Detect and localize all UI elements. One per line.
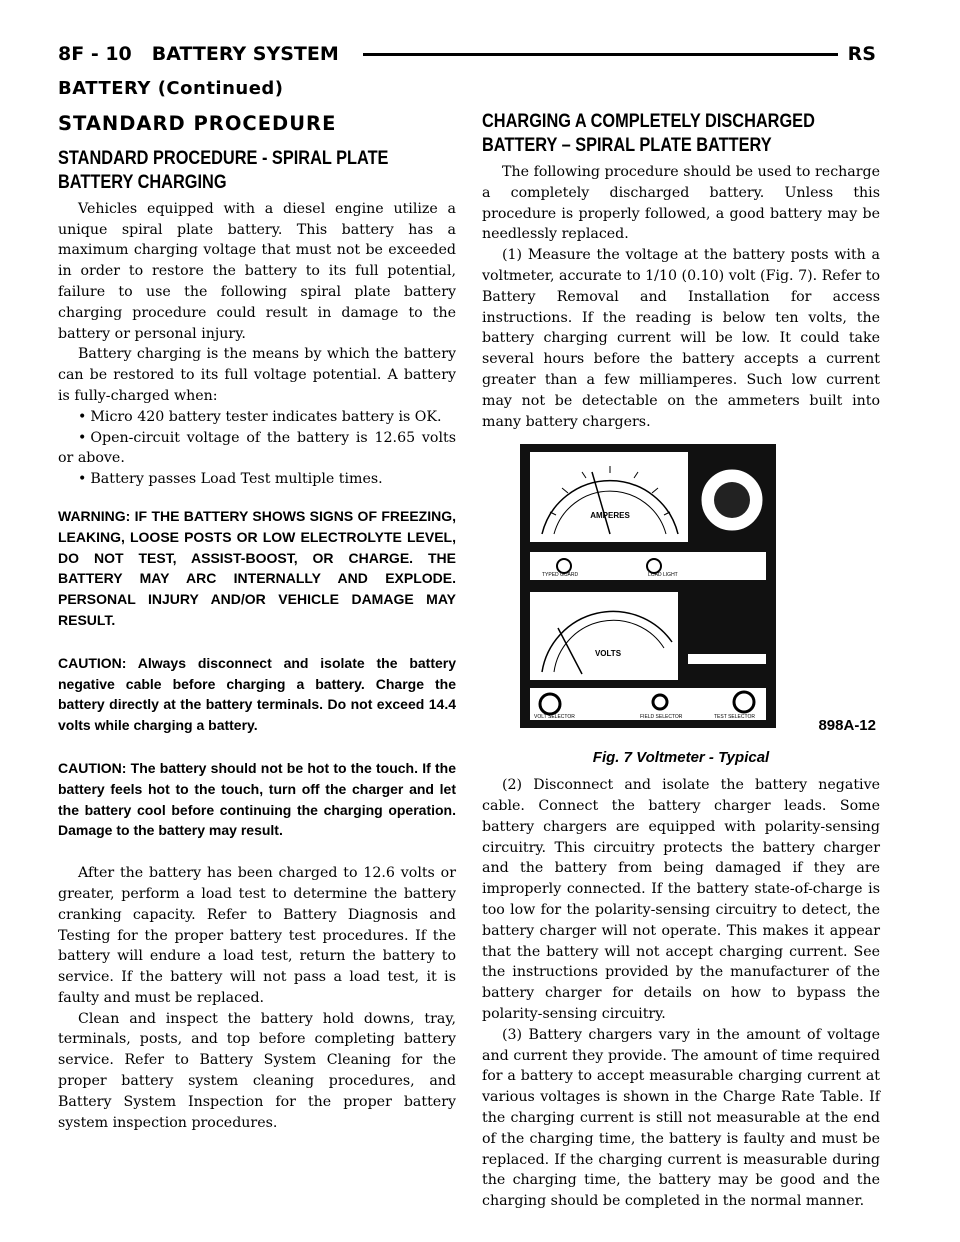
section-number: 8F - 10: [58, 43, 132, 65]
left-column: [58, 108, 456, 1133]
page-header: [58, 40, 876, 68]
bullet-item: • Micro 420 battery tester indicates battery is OK.: [78, 407, 456, 428]
voltmeter-face: [530, 592, 678, 680]
caution-notice: CAUTION: Always disconnect and isolate the battery negative cable before charging a battery. Charge the battery directly at the battery terminals. Do not exceed 14.4 volts while charging a battery.: [58, 654, 456, 734]
load-label: TYPED GUARD: [542, 572, 579, 579]
caution-notice: CAUTION: The battery should not be hot to the touch. If the battery feels hot to the touch, turn off the charger and let the battery cool before continuing the charging operation. Damage to the battery may result.: [58, 759, 456, 839]
paragraph: Clean and inspect the battery hold downs, tray, terminals, posts, and top before completing battery service. Refer to Battery System Cleaning for the proper battery system cleaning procedures, and Battery System Inspection for the proper battery system inspection procedures.: [58, 1010, 456, 1131]
standard-procedure-heading: STANDARD PROCEDURE: [58, 112, 337, 135]
paragraph: (2) Disconnect and isolate the battery negative cable. Connect the battery charger leads. Some battery chargers are equipped with polarity-sensing circuitry. This circuitry protects the battery charger and the battery from being damaged if they are improperly connected. If the battery state-of-charge is too low for the polarity-sensing circuitry to detect, the battery charger will not operate. This makes it appear that the battery will not accept charging current. See the instructions provided by the manufacturer of the battery charger for details on how to bypass the polarity-sensing circuitry.: [482, 777, 880, 1022]
right-column: [482, 110, 880, 1212]
bullet-item: • Open-circuit voltage of the battery is 12.65 volts or above.: [58, 428, 456, 470]
bullet-item: • Battery passes Load Test multiple times.: [78, 469, 456, 490]
volt-selector-label: VOLT SELECTOR: [534, 714, 575, 721]
paragraph: Battery charging is the means by which the battery can be restored to its full voltage potential. A battery is fully-charged when:: [58, 346, 456, 404]
section-title: BATTERY SYSTEM: [151, 43, 339, 65]
control-knob: [714, 482, 750, 518]
figure-id: 898A-12: [818, 716, 876, 734]
paragraph: (1) Measure the voltage at the battery posts with a voltmeter, accurate to 1/10 (0.10) volt (Fig. 7). Refer to Battery Removal and Installation for access instructions. If the reading is below ten volts, the battery charging current will be low. It could take several hours before the battery accepts a current greater than a few milliamperes. Such low current may not be detectable on the ammeters built into many battery chargers.: [482, 247, 880, 430]
indicator-strip: [688, 654, 766, 664]
paragraph: The following procedure should be used to recharge a completely discharged battery. Unless this procedure is properly followed, a good battery may be needlessly replaced.: [482, 164, 880, 243]
amperes-label: AMPERES: [590, 511, 630, 521]
paragraph: Vehicles equipped with a diesel engine utilize a unique spiral plate battery. This battery has a maximum charging voltage that must not be exceeded in order to restore the battery to its full potential, failure to use the following spiral plate battery charging procedure could result in damage to the battery or personal injury.: [58, 200, 456, 342]
volts-label: VOLTS: [594, 649, 622, 659]
warning-notice: WARNING: IF THE BATTERY SHOWS SIGNS OF FREEZING, LEAKING, LOOSE POSTS OR LOW ELECTROLYTE LEVEL, DO NOT TEST, ASSIST-BOOST, OR CHARGE. THE BATTERY MAY ARC INTERNALLY AND EXPLODE. PERSONAL INJURY AND/OR VEHICLE DAMAGE MAY RESULT.: [58, 507, 456, 628]
test-selector-label: TEST SELECTOR: [714, 714, 755, 721]
field-selector-label: FIELD SELECTOR: [640, 714, 683, 721]
header-rule: [363, 53, 838, 56]
load-light-label: LOAD LIGHT: [648, 572, 678, 579]
voltmeter-illustration: [482, 442, 880, 742]
figure-caption: Fig. 7 Voltmeter - Typical: [592, 749, 770, 767]
paragraph: (3) Battery chargers vary in the amount of voltage and current they provide. The amount of time required for a battery to accept measurable charging current at various voltages is shown in the Charge Rate Table. If the charging current is still not measurable at the end of the charging time, the battery is faulty and must be replaced. If the charging current is measurable during the charging time, the battery may be good and the charging should be completed in the normal manner.: [482, 1026, 880, 1210]
header-left: [58, 43, 359, 65]
charging-heading: CHARGING A COMPLETELY DISCHARGED BATTERY – SPIRAL PLATE BATTERY: [482, 111, 815, 156]
spiral-plate-heading: STANDARD PROCEDURE - SPIRAL PLATE BATTERY CHARGING: [58, 147, 389, 193]
model-code: RS: [847, 43, 876, 65]
continued-heading: BATTERY (Continued): [58, 78, 284, 99]
paragraph: After the battery has been charged to 12.6 volts or greater, perform a load test to determine the battery cranking capacity. Refer to Battery Diagnosis and Testing for the proper battery test procedures. If the battery will endure a load test, return the battery to service. If the battery will not pass a load test, it is faulty and must be replaced.: [58, 865, 456, 1006]
voltmeter-figure: [482, 442, 880, 742]
